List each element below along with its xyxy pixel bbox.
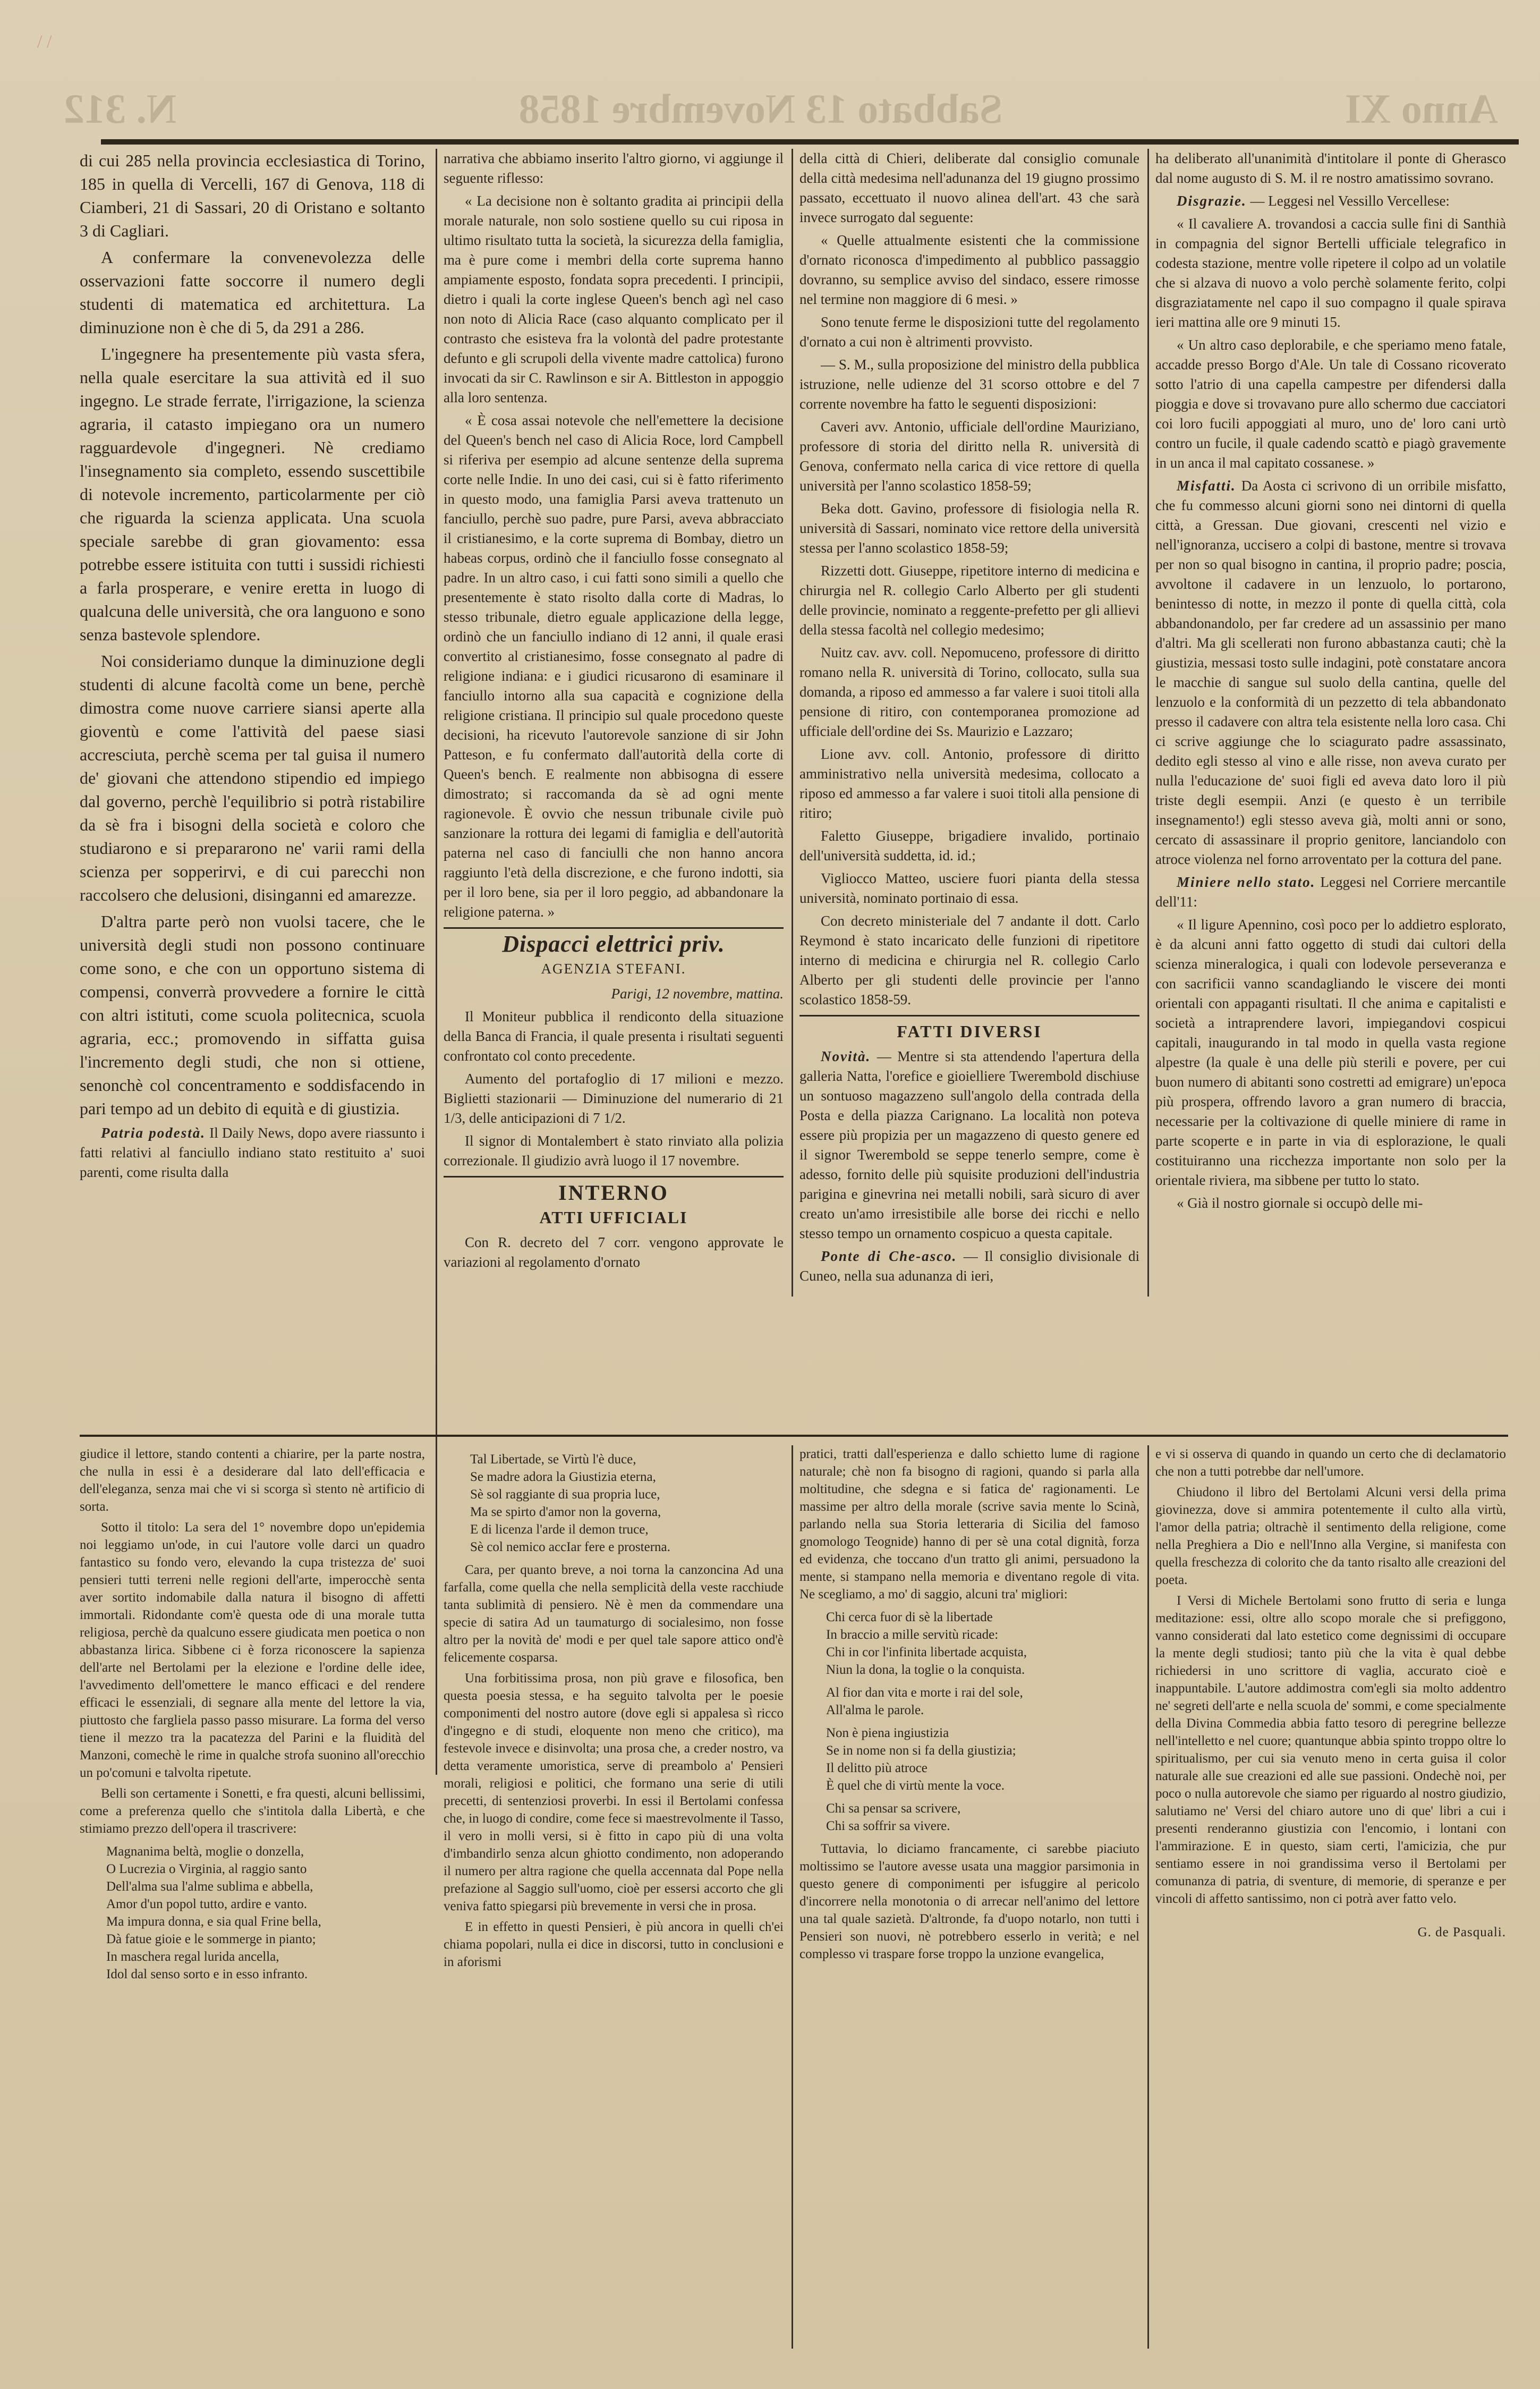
verse-line: Chi sa soffrir sa vivere.: [826, 1819, 950, 1833]
b2-paragraph: Una forbitissima prosa, non più grave e filosofica, ben questa poesia stessa, e ha seguito talvolta per le poesie componimenti del nostro autore (dove egli si appalesa sì ricco d'ingegno e di studi, eloquente non meno che critico), ma festevole invece e disinvolta; una prosa che, a creder nostro, va detta veramente umoristica, serve di preambolo a' Pensieri morali, religiosi e politici, che formano una serie di utili precetti, di sentenziosi proverbi. In essi il Bertolami confessa che, in luogo di condire, come fece si maestrevolmente il Tasso, il vero in molli versi, si è fitto in capo più di una volta d'imbandirlo senza alcun ghiotto condimento, non adoperando il numero per altra ragione che quella accennata dal Pope nella prefazione al Saggio sull'uomo, cioè per essersi accorto che gli veniva fatto spiegarsi più brevemente in versi che in prosa.: [444, 1671, 784, 1913]
verse-line: Sè sol raggiante di sua propria luce,: [470, 1487, 660, 1502]
col3-paragraph: Caveri avv. Antonio, ufficiale dell'ordine Mauriziano, professore di storia del diritto nella R. università di Genova, confermato nella carica di vice rettore di quella università per l'anno scolastico 1858-59;: [799, 419, 1139, 494]
verse-line: Chi in cor l'infinita libertade acquista,: [826, 1645, 1027, 1659]
col1-paragraph: A confermare la convenevolezza delle osservazioni fatte soccorre il numero degli studenti di matematica ed architettura. La diminuzione non è che di 5, da 291 a 286.: [80, 248, 425, 337]
ink-mark: / /: [37, 32, 52, 52]
section-rule: [444, 927, 784, 929]
ponte-text: — Il consiglio divisionale di Cuneo, nella sua adunanza di ieri,: [799, 1248, 1139, 1284]
misfatti-text: Da Aosta ci scrivono di un orribile misfatto, che fu commesso alcuni giorni sono nei dintorni di quella città, a Gressan. Due giovani, crescenti nel vizio e nell'ignoranza, uccisero a colpi di bastone, mentre si trovava per non so qual bisogno in cantina, il proprio padre; poscia, avvoltone il cadavere in un lenzuolo, lo portarono, benintesso di notte, in mezzo il ponte di quella città, cola abbandonandolo, per far credere ad un assassinio per mano d'altri. Ma gli scellerati non furono abbastanza cauti; chè la giustizia, messasi tosto sulle indagini, potè constatare ancora le macchie di sangue sul suolo della cantina, quelle del lenzuolo e la conformità di un pezzetto di tela abbandonato presso il cadavere con altra tela esistente nella loro casa. Chi ci scrive aggiunge che lo sciagurato padre assassinato, dedito egli stesso al vino e alle risse, non aveva curato per nulla l'educazione de' suoi figli ed aveva dato loro il più triste degli esempii. Anzi (e questo è un terribile insegnamento!) egli stesso aveva già, molti anni or sono, cercato di assassinare il proprio genitore, lanciandolo con atroce violenza nel forno arroventato per la cottura del pane.: [1155, 478, 1506, 867]
verse-line: Sè col nemico accIar fere e prosterna.: [470, 1540, 670, 1554]
col3-paragraph: della città di Chieri, deliberate dal consiglio comunale della città medesima nell'adunanza del 19 giugno prossimo passato, eccettuato il nuovo alinea dell'art. 43 che sarà invece surrogato dal seguente:: [799, 150, 1139, 225]
bottom-column-2: [444, 1445, 784, 2359]
col2-paragraph: « La decisione non è soltanto gradita ai principii della morale naturale, non solo sostiene quello su cui riposa in ultimo risultato tutta la società, la sicurezza della famiglia, ma è pure come i membri della corte suprema hanno ampiamente esposto, fondata sopra precedenti. I principii, dietro i quali la corte inglese Queen's bench agì nel caso non noto di Alicia Race (caso alquanto complicato per il contrasto che esisteva fra la volontà del padre protestante defunto e gli scrupoli della vivente madre cattolica) furono invocati da sir C. Rawlinson e sir A. Bittleston in appoggio alla loro sentenza.: [444, 193, 784, 405]
col3-paragraph: [799, 1247, 1139, 1286]
interno-heading: INTERNO: [558, 1181, 669, 1205]
b1-verse: [80, 1843, 425, 1983]
agenzia-subheading: AGENZIA STEFANI.: [541, 961, 686, 977]
section-rule: [799, 1015, 1139, 1016]
bottom-column-rule-3: [1147, 1445, 1149, 2349]
disgrazie-label: Disgrazie.: [1177, 193, 1247, 209]
b2-verse: [444, 1451, 784, 1556]
column-rule-3: [1147, 149, 1149, 1297]
col1-paragraph: L'ingegnere ha presentemente più vasta sfera, nella quale esercitare la sua attività ed il suo ingegno. Le strade ferrate, l'irrigazione, la scienza agraria, il catasto impiegano ora un numero ragguardevole d'ingegneri. Nè crediamo l'insegnamento sia completo, essendo suscettibile di notevole incremento, particolarmente per ciò che riguarda la scienza applicata. Una scuola speciale sarebbe di gran giovamento: essa potrebbe essere istituita con tutti i sussidi richiesti a farla prosperare, e venire eretta in luogo di qualcuna delle università, che ora languono e sono senza bastevole splendore.: [80, 344, 425, 644]
col2-paragraph: Il Moniteur pubblica il rendiconto della situazione della Banca di Francia, il quale presenta i risultati seguenti confrontato col conto precedente.: [444, 1009, 784, 1064]
col3-paragraph: [799, 1047, 1139, 1243]
verse-line: In maschera regal lurida ancella,: [106, 1950, 279, 1964]
verse-line: Dell'alma sua l'alme sublima e abbella,: [106, 1879, 313, 1894]
col3-paragraph: Vigliocco Matteo, usciere fuori pianta della stessa università, nominato portinaio di essa.: [799, 870, 1139, 906]
col2-paragraph: narrativa che abbiamo inserito l'altro giorno, vi aggiunge il seguente riflesso:: [444, 150, 784, 186]
b1-paragraph: Sotto il titolo: La sera del 1° novembre dopo un'epidemia noi leggiamo un'ode, in cui l'autore volle darci un quadro fantastico su fondo vero, elevando la cupa tristezza de' suoi pensieri tutti terreni nelle regioni dell'arte, imperocchè senta aver sortito indomabile dalla natura il bisogno di affetti immortali. Ridondante com'è questa ode di una morale tutta religiosa, perchè da qualcuno essere giudicata men poetica o non abbastanza lirica. Sibbene ci è forza riconoscere la sapienza dell'arte nel Bertolami per la elezione e l'ordine delle idee, l'avvedimento dell'ometterе le manco efficaci e del rendere efficaci le essenziali, di segnare alla mente del lettore la via, piuttosto che fargliela passo passo misurare. La forma del verso tiene il mezzo tra la pacatezza del Parini e la fluidità del Manzoni, comechè le rime in qualche strofa suonino all'orecchio un po'comuni e talvolta ripetute.: [80, 1520, 425, 1780]
verse-line: Ma impura donna, e sia qual Frine bella,: [106, 1914, 321, 1929]
fatti-diversi-heading: FATTI DIVERSI: [897, 1022, 1042, 1041]
col3-paragraph: « Quelle attualmente esistenti che la commissione d'ornato riconosca d'impedimento al pubblico passaggio dovranno, su semplice avviso del sindaco, essere rimosse nel termine non maggiore di 6 mesi. »: [799, 232, 1139, 307]
col3-paragraph: Nuitz cav. avv. coll. Nepomuceno, professore di diritto romano nella R. università di Torino, collocato, sulla sua domanda, a riposo ed ammesso a far valere i suoi titoli alla pensione di ritiro, con contemporanea promozione ad ufficiale dell'ordine dei Ss. Maurizio e Lazzaro;: [799, 645, 1139, 739]
b3-paragraph: Tuttavia, lo diciamo francamente, ci sarebbe piaciuto moltissimo se l'autore avesse usata una maggior parsimonia in questo genere di componimenti per isfuggire al pericolo d'incorrere nella monotonia o di arrecar nell'animo del lettore una tal quale sazietà. D'altronde, fa d'uopo notarlo, non tutti i Pensieri son nuovi, nè potrebbero esserlo in verità; e nel complesso vi traspare forse troppo la unzione evangelica,: [799, 1842, 1139, 1961]
verse-line: In braccio a mille servitù ricade:: [826, 1628, 999, 1642]
verse-line: Al fior dan vita e morte i rai del sole,: [826, 1685, 1023, 1700]
column-rule-2: [792, 149, 793, 1297]
b3-verse: [799, 1608, 1139, 1835]
col4-paragraph: ha deliberato all'unanimità d'intitolare il ponte di Gherasco dal nome augusto di S. M. il re nostro amatissimo sovrano.: [1155, 150, 1506, 186]
disgrazie-text: — Leggesi nel Vessillo Vercellese:: [1250, 193, 1450, 209]
col4-paragraph: [1155, 872, 1506, 912]
bottom-column-3: [799, 1445, 1139, 2359]
col3-paragraph: — S. M., sulla proposizione del ministro della pubblica istruzione, nelle udienze del 31 scorso ottobre e del 7 corrente novembre ha fatto le seguenti disposizioni:: [799, 357, 1139, 412]
col2-paragraph: Aumento del portafoglio di 17 milioni e mezzo. Biglietti stazionarii — Diminuzione del numerario di 21 1/3, delle anticipazioni di 7 1/2.: [444, 1071, 784, 1126]
col3-paragraph: Con decreto ministeriale del 7 andante il dott. Carlo Reymond è stato incaricato delle funzioni di ripetitore interno di medicina e chirurgia nel R. collegio Carlo Alberto per gli studenti delle provincie per l'anno scolastico 1858-59.: [799, 913, 1139, 1007]
column-rule-1: [436, 149, 437, 1775]
verse-line: Idol dal senso sorto e in esso infranto.: [106, 1967, 308, 1981]
col3-paragraph: Rizzetti dott. Giuseppe, ripetitore interno di medicina e chirurgia nel R. collegio Carlo Alberto per gli studenti delle provincie, nominato a reggente-prefetto per gli allievi della stessa facoltà nel collegio medesimo;: [799, 563, 1139, 638]
dateline: Parigi, 12 novembre, mattina.: [611, 986, 784, 1002]
col1-paragraph: D'altra parte però non vuolsi tacere, che le università degli studi non possono continuare come sono, e che con un opportuno sistema di compensi, converrà provvedere a fornire le città con altri istituti, come scuola politecnica, scuola agraria, ecc.; promovendo in siffatta guisa l'incremento degli studi, che non si ottiene, senonchè col concentramento e soddisfacendo in pari tempo ad un debito di equità e di giustizia.: [80, 912, 425, 1118]
verse-line: Dà fatue gioie e le sommerge in pianto;: [106, 1932, 316, 1946]
atti-ufficiali-heading: ATTI UFFICIALI: [539, 1208, 688, 1227]
col1-daily-news-text: Il Daily News, dopo avere riassunto i fatti relativi al fanciullo indiano stato restituito a' suoi parenti, come risulta dalla: [80, 1125, 425, 1180]
col4-paragraph: « Il cavaliere A. trovandosi a caccia sulle fini di Santhià in compagnia del signor Bertelli ufficiale telegrafico in codesta stazione, mentre volle ripetere il colpo ad un volatile che si alzava di nuovo a volo perchè solamente ferito, colpi disgraziatamente nel capo il suo compagno il quale spirava ieri mattina alle ore 9 minuti 15.: [1155, 216, 1506, 330]
verse-line: Amor d'un popol tutto, ardire e vanto.: [106, 1897, 308, 1911]
verse-line: Non è piena ingiustizia: [826, 1726, 949, 1740]
col4-paragraph: « Un altro caso deplorabile, e che speriamo meno fatale, accadde presso Borgo d'Ale. Un tale di Cossano ricoverato sotto l'atrio di una capella campestre per difendersi dalla pioggia e dove si trovavano pure allo schermo due cacciatori coi loro fucili appoggiati al muro, uno de' loro cani urtò contro un fucile, il quale cadendo scattò e piagò gravemente in un anca il mal capitato cossanese. »: [1155, 337, 1506, 471]
masthead-number: N. 312: [64, 86, 177, 132]
masthead-anno: Anno XI: [1345, 86, 1498, 132]
col1-paragraph: di cui 285 nella provincia ecclesiastica di Torino, 185 in quella di Vercelli, 167 di Genova, 118 di Ciamberi, 21 di Sassari, 20 di Oristano e soltanto 3 di Cagliari.: [80, 151, 425, 240]
patria-podesta-label: Patria podestà.: [101, 1125, 206, 1141]
col2-paragraph: « È cosa assai notevole che nell'emettere la decisione del Queen's bench nel caso di Alicia Roce, lord Campbell si riferiva per esempio ad alcune sentenze della suprema corte nelle Indie. In uno dei casi, cui si è fatto riferimento in questo modo, una famiglia Parsi aveva trattenuto un fanciullo, perchè suo padre, pure Parsi, aveva abbracciato il cristianesimo, e la corte suprema di Bombay, dietro un habeas corpus, ordinò che il fanciullo fosse consegnato al padre. In un altro caso, i cui fatti sono simili a quello che presentemente è stato risolto dalla corte di Madras, lo stesso tribunale, dietro eguale applicazione della legge, ordinò che un fanciullo indiano di 12 anni, il quale erasi convertito al cristianesimo, fosse consegnato al padre di religione indiana: e i giudici ricusarono di esaminare il fanciullo intorno alla sua capacità e cognizione della religione cristiana. Il principio sul quale procedono queste decisioni, ha ricevuto l'autorevole sanzione di sir John Patteson, e fu confermato dall'autorità della corte di Queen's bench. E realmente non abbisogna di essere dimostrato; si raccomanda da sè ad ogni mente ragionevole. È ovvio che nessun tribunale civile può sanzionare la rottura dei legami di famiglia e dell'autorità paterna nel caso di fanciulli che non hanno ancora raggiunto l'età della discrezione, e che furono indotti, sia per il loro bene, sia per il loro peggio, ad abbandonare la religione paterna. »: [444, 412, 784, 920]
column-3: [799, 149, 1139, 1297]
col4-paragraph: [1155, 476, 1506, 869]
column-1: [80, 149, 425, 1435]
appendice-rule: [80, 1435, 1508, 1437]
col4-paragraph: « Già il nostro giornale si occupò delle mi-: [1177, 1195, 1423, 1211]
verse-line: Chi sa pensar sa scrivere,: [826, 1801, 961, 1816]
verse-line: O Lucrezia o Virginia, al raggio santo: [106, 1862, 307, 1876]
col2-paragraph: Il signor di Montalembert è stato rinviato alla polizia correzionale. Il giudizio avrà luogo il 17 novembre.: [444, 1133, 784, 1168]
misfatti-label: Misfatti.: [1177, 478, 1236, 494]
verse-line: Tal Libertade, se Virtù l'è duce,: [470, 1452, 636, 1467]
col1-paragraph: [80, 1123, 425, 1182]
col4-paragraph: [1155, 191, 1506, 211]
verse-line: È quel che di virtù mente la voce.: [826, 1778, 1005, 1793]
bottom-column-1: [80, 1445, 425, 2359]
b4-paragraph: e vi si osserva di quando in quando un certo che di declamatorio che non a tutti potrebbe dar nell'umore.: [1155, 1447, 1506, 1479]
b1-paragraph: giudice il lettore, stando contenti a chiarire, per la parte nostra, che nulla in essi è a desiderare dal lato dell'efficacia e dell'eleganza, senza mai che vi si scorga sì stento nè artificio di sorta.: [80, 1447, 425, 1514]
col3-paragraph: Lione avv. coll. Antonio, professore di diritto amministrativo nella università medesima, collocato a riposo ed ammesso a far valere i suoi titoli alla pensione di ritiro;: [799, 746, 1139, 821]
verse-line: All'alma le parole.: [826, 1703, 924, 1717]
top-rule: [101, 139, 1519, 145]
b2-paragraph: E in effetto in questi Pensieri, è più ancora in quelli ch'ei chiama popolari, nulla ei dice in discorsi, tutto in conclusioni e in aforismi: [444, 1920, 784, 1969]
bottom-column-rule-2: [792, 1445, 793, 2349]
masthead-date: Sabbato 13 Novembre 1858: [518, 86, 1003, 132]
verse-line: Niun la dona, la toglie o la conquista.: [826, 1663, 1025, 1677]
section-rule: [444, 1176, 784, 1177]
verse-line: E di licenza l'arde il demon truce,: [470, 1522, 649, 1537]
col1-paragraph: Noi consideriamo dunque la diminuzione degli studenti di alcune facoltà come un bene, perchè dimostra come nuove carriere siansi aperte alla gioventù e come l'attività del paese siasi accresciuta, perchè scema per tal guisa il numero de' giovani che attendono stipendio ed impiego dal governo, perchè l'equilibrio si potrà ristabilire da sè fra i bisogni della società e coloro che studiarono e si prepararono ne' varii rami della scienza per sopperirvi, e di cui parecchi non raccolsero che delusioni, disinganni ed amarezze.: [80, 651, 425, 904]
verse-line: Il delitto più atroce: [826, 1761, 928, 1775]
verse-line: Ma se spirto d'amor non la governa,: [470, 1505, 661, 1519]
b1-paragraph: Belli son certamente i Sonetti, e fra questi, alcuni bellissimi, come a preferenza quello che s'intitola dalla Libertà, e che stimiamo prezzo dell'opera il trascrivere:: [80, 1786, 425, 1836]
miniere-text: Leggesi nel Corriere mercantile dell'11:: [1155, 874, 1506, 910]
novita-label: Novità.: [821, 1048, 871, 1064]
col3-paragraph: Faletto Giuseppe, brigadiere invalido, portinaio dell'università suddetta, id. id.;: [799, 828, 1139, 863]
col4-paragraph: « Il ligure Apennino, così poco per lo addietro esplorato, è da alcuni anni fatto oggetto di studi dai cultori della scienza mineralogica, i quali con lodevole perseveranza e con sacrificii vanno scandagliando le viscere dei monti orientali con appaganti risultati. Il che anima e capitalisti e società a intraprendere lavori, impiegandovi cospicui capitali, inaugurando in tal modo in quella vasta regione alpestre (la quale è una delle più sterili e povere, per cui buon numero di abitanti sono costretti ad emigrare) un'epoca più prospera, offrendo lavoro a gran numero di braccia, necessarie per la coltivazione di quelle miniere di rame in parte scoperte e in parte in via di esplorazione, le quali costituiranno una ricchezza importante non solo per la orientale riviera, ma sibbene per tutto lo stato.: [1155, 917, 1506, 1188]
dispacci-heading: Dispacci elettrici priv.: [502, 931, 725, 957]
col3-paragraph: Beka dott. Gavino, professore di fisiologia nella R. università di Sassari, nominato vice rettore della università stessa per l'anno scolastico 1858-59;: [799, 501, 1139, 556]
col3-paragraph: Sono tenute ferme le disposizioni tutte del regolamento d'ornato a cui non è altrimenti provvisto.: [799, 314, 1139, 350]
novita-text: — Mentre si sta attendendo l'apertura della galleria Natta, l'orefice e gioielliere Twerembold dischiuse un sontuoso magazzeno sull'angolo della contrada della Posta e della piazza Carignano. La località non poteva essere più propizia per un magazzeno di questo genere ed il signor Twerembold se seppe tenerlo sempre, come è adesso, fornito delle più squisite produzioni dell'industria parigina e ginevrina nei metalli nobili, sarà sicuro di aver creato un'amo irresistibile alle borse dei ricchi e nello stesso tempo un ornamento cospicuo a questa capitale.: [799, 1048, 1139, 1241]
miniere-label: Miniere nello stato.: [1177, 874, 1316, 890]
verse-line: Se in nome non si fa della giustizia;: [826, 1743, 1016, 1758]
b3-paragraph: pratici, tratti dall'esperienza e dallo schietto lume di ragione naturale; chè non fa bisogno di ragioni, quando si parla alla moltitudine, che sdegna e si fatica de' ragionamenti. Le massime per altro della morale (scrive savia mente lo Scinà, parlando nella sua Storia letteraria di Sicilia del famoso gnomologo Teognide) hanno di per sè una cotal dignità, forza ed evidenza, che toccano d'un tratto gli animi, persuadono la mente, si stampano nella memoria e diventano regole di vita. Ne scegliamo, a mo' di saggio, alcuni tra' migliori:: [799, 1447, 1139, 1602]
b4-paragraph: I Versi di Michele Bertolami sono frutto di seria e lunga meditazione: essi, oltre allo scopo morale che si prefiggono, vanno considerati dal lato estetico come degnissimi di occupare la mente degli studiosi; tanto più che la vita è qual debbe richiedersi in uno scrittore di vaglia, accurato cioè e inappuntabile. L'autore addimostra com'egli sia molto addentro ne' segreti dell'arte e nella scuola de' sommi, e come specialmente della Divina Commedia abbia fatto tesoro di peregrine bellezze nell'intelletto e nel cuore; quantunque abbia spinto troppo oltre lo spiritualismo, per cui sia venuto meno in certa guisa il color naturale alle sue creazioni ed alle sue passioni. Ondechè noi, per poco o nulla autorevole che siamo per riguardo al nostro giudizio, salutiamo ne' Versi del chiaro autore uno di que' libri a cui i presenti renderanno giustizia con l'encomio, i lontani con l'ammirazione. E in questo, siam certi, l'amicizia, che pur sentiamo essere in noi grandissima verso il Bertolami per comunanza di patria, di sventure, di memorie, di speranze e per vincoli di affetto santissimo, non ci potrà aver fatto velo.: [1155, 1594, 1506, 1906]
column-4: [1155, 149, 1506, 1297]
b4-paragraph: Chiudono il libro del Bertolami Alcuni versi della prima giovinezza, dove si ammira potentemente il culto alla virtù, l'amor della patria; oltrachè il sentimento della religione, come nella Preghiera a Dio e nell'Inno alla Vergine, si manifesta con quella freschezza di colorito che da tanto risalto alle creazioni del poeta.: [1155, 1485, 1506, 1587]
verse-line: Se madre adora la Giustizia eterna,: [470, 1470, 656, 1484]
column-2: [444, 149, 784, 1435]
ponte-label: Ponte di Che-asco.: [821, 1248, 957, 1264]
verse-line: Magnanima beltà, moglie o donzella,: [106, 1844, 304, 1859]
bottom-column-4: [1155, 1445, 1506, 2359]
b2-paragraph: Cara, per quanto breve, a noi torna la canzoncina Ad una farfalla, come quella che nella semplicità della veste racchiude tanta sublimità di pensiero. Nè è men da commendare una specie di satira Ad un taumaturgo di socialesimo, non fosse altro per la novità de' modi e per quel tale sapore attico ond'è felicemente cosparsa.: [444, 1563, 784, 1665]
verse-line: Chi cerca fuor di sè la libertade: [826, 1610, 993, 1624]
author-signature: G. de Pasquali.: [1417, 1925, 1506, 1939]
col2-paragraph: Con R. decreto del 7 corr. vengono approvate le variazioni al regolamento d'ornato: [444, 1234, 784, 1270]
mirrored-masthead: [64, 80, 1498, 138]
